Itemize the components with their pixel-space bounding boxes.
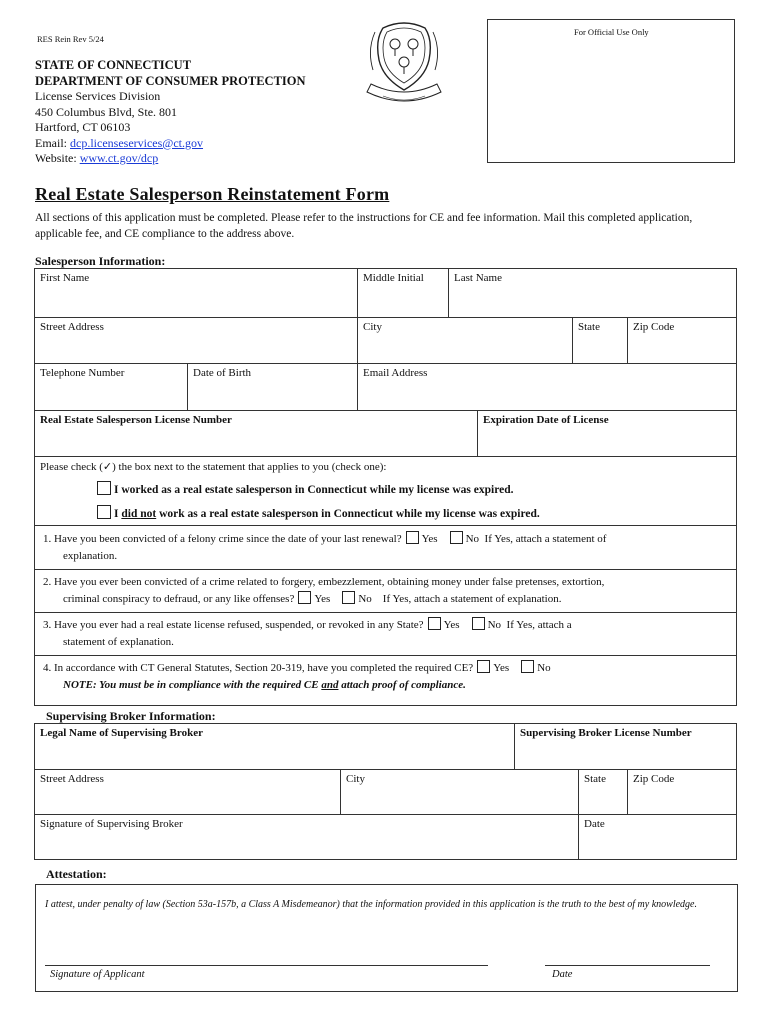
- state-name: STATE OF CONNECTICUT: [35, 58, 192, 72]
- first-name-field[interactable]: First Name: [35, 269, 358, 318]
- email-link[interactable]: dcp.licenseservices@ct.gov: [70, 135, 204, 150]
- q3-yes-checkbox[interactable]: [428, 617, 441, 630]
- broker-heading: Supervising Broker Information:: [46, 709, 216, 723]
- check-prompt: Please check (✓) the box next to the statement that applies to you (check one):: [40, 461, 387, 473]
- email-line: [35, 136, 306, 152]
- broker-state-field[interactable]: State: [579, 770, 628, 815]
- salesperson-grid: [34, 268, 737, 706]
- q3-no-checkbox[interactable]: [472, 617, 485, 630]
- license-number-field[interactable]: Real Estate Salesperson License Number: [35, 411, 478, 457]
- broker-date-field[interactable]: Date: [584, 818, 605, 830]
- email-address-field[interactable]: Email Address: [358, 364, 736, 411]
- street-line: 450 Columbus Blvd, Ste. 801: [35, 104, 178, 119]
- city-line: Hartford, CT 06103: [35, 120, 131, 134]
- broker-zip-field[interactable]: Zip Code: [628, 770, 736, 815]
- q4-yes-checkbox[interactable]: [477, 660, 490, 673]
- applicant-signature-label: Signature of Applicant: [50, 969, 145, 980]
- date-of-birth-field[interactable]: Date of Birth: [188, 364, 358, 411]
- attestation-heading: Attestation:: [46, 867, 107, 881]
- applicant-date-label: Date: [552, 969, 573, 980]
- agency-address-block: [35, 58, 306, 167]
- website-label: Website:: [35, 151, 80, 165]
- question-3: 3. Have you ever had a real estate license refused, suspended, or revoked in any State? Yes No If Yes, attach a statement of explanation.: [35, 613, 736, 656]
- form-intro: All sections of this application must be completed. Please refer to the instructions for CE and fee information. Mail this completed application, applicable fee, and CE compliance to the address above.: [35, 212, 693, 240]
- question-3-text: 3. Have you ever had a real estate license refused, suspended, or revoked in any State?: [43, 619, 424, 631]
- option-worked: [93, 481, 514, 499]
- question-2-text: 2. Have you ever been convicted of a crime related to forgery, embezzlement, obtaining money under false pretenses, extortion,: [43, 576, 605, 588]
- q2-yes-checkbox[interactable]: [298, 591, 311, 604]
- broker-legal-name-field[interactable]: Legal Name of Supervising Broker: [35, 724, 515, 770]
- broker-grid: [34, 723, 737, 860]
- street-address-field[interactable]: Street Address: [35, 318, 358, 364]
- website-link[interactable]: www.ct.gov/dcp: [79, 151, 159, 165]
- option-worked-checkbox[interactable]: [97, 481, 111, 495]
- q1-no-checkbox[interactable]: [450, 531, 463, 544]
- middle-initial-field[interactable]: Middle Initial: [358, 269, 449, 318]
- question-1-text: 1. Have you been convicted of a felony crime since the date of your last renewal?: [43, 533, 402, 545]
- broker-signature-field[interactable]: Signature of Supervising Broker: [35, 815, 579, 859]
- broker-license-number-field[interactable]: Supervising Broker License Number: [515, 724, 736, 770]
- applicant-date-line[interactable]: [545, 965, 710, 966]
- option-worked-label: I worked as a real estate salesperson in Connecticut while my license was expired.: [114, 484, 514, 496]
- revision-code: RES Rein Rev 5/24: [37, 34, 104, 44]
- option-not-worked-checkbox[interactable]: [97, 505, 111, 519]
- salesperson-heading: Salesperson Information:: [35, 254, 166, 268]
- question-4: 4. In accordance with CT General Statutes, Section 20-319, have you completed the required CE? Yes No NOTE: You must be in compliance with the required CE and attach proof of compliance.: [35, 656, 736, 705]
- question-4-text: 4. In accordance with CT General Statutes, Section 20-319, have you completed the required CE?: [43, 662, 474, 674]
- official-use-box: [487, 19, 735, 163]
- division-name: License Services Division: [35, 89, 161, 103]
- ce-note: NOTE: You must be in compliance with the required CE and attach proof of compliance.: [63, 679, 466, 691]
- broker-street-field[interactable]: Street Address: [35, 770, 341, 815]
- q4-no-checkbox[interactable]: [521, 660, 534, 673]
- q1-yes-checkbox[interactable]: [406, 531, 419, 544]
- department-name: DEPARTMENT OF CONSUMER PROTECTION: [35, 73, 306, 88]
- state-field[interactable]: State: [573, 318, 628, 364]
- attestation-text: I attest, under penalty of law (Section 53a-157b, a Class A Misdemeanor) that the information provided in this application is the truth to the best of my knowledge.: [45, 899, 697, 910]
- form-title: Real Estate Salesperson Reinstatement Form: [35, 184, 390, 204]
- did-not-emphasis: did not: [121, 508, 157, 520]
- telephone-field[interactable]: Telephone Number: [35, 364, 188, 411]
- question-2: 2. Have you ever been convicted of a crime related to forgery, embezzlement, obtaining money under false pretenses, extortion, criminal conspiracy to defraud, or any like offenses? Yes No If Yes, attach a statement of explanation.: [35, 570, 736, 613]
- applicant-signature-line[interactable]: [45, 965, 488, 966]
- license-expiration-field[interactable]: Expiration Date of License: [478, 411, 736, 457]
- state-seal-logo: [353, 20, 455, 112]
- email-label: Email:: [35, 135, 70, 150]
- website-line: [35, 151, 306, 167]
- zip-code-field[interactable]: Zip Code: [628, 318, 736, 364]
- question-1: 1. Have you been convicted of a felony crime since the date of your last renewal? Yes No If Yes, attach a statement of explanation.: [35, 526, 736, 570]
- official-use-label: For Official Use Only: [574, 27, 649, 37]
- last-name-field[interactable]: Last Name: [449, 269, 736, 318]
- work-status-section: [35, 457, 736, 526]
- broker-city-field[interactable]: City: [341, 770, 579, 815]
- city-field[interactable]: City: [358, 318, 573, 364]
- option-not-worked: I did not work as a real estate salesperson in Connecticut while my license was expired.: [93, 505, 540, 523]
- attestation-box: [35, 884, 738, 992]
- q2-no-checkbox[interactable]: [342, 591, 355, 604]
